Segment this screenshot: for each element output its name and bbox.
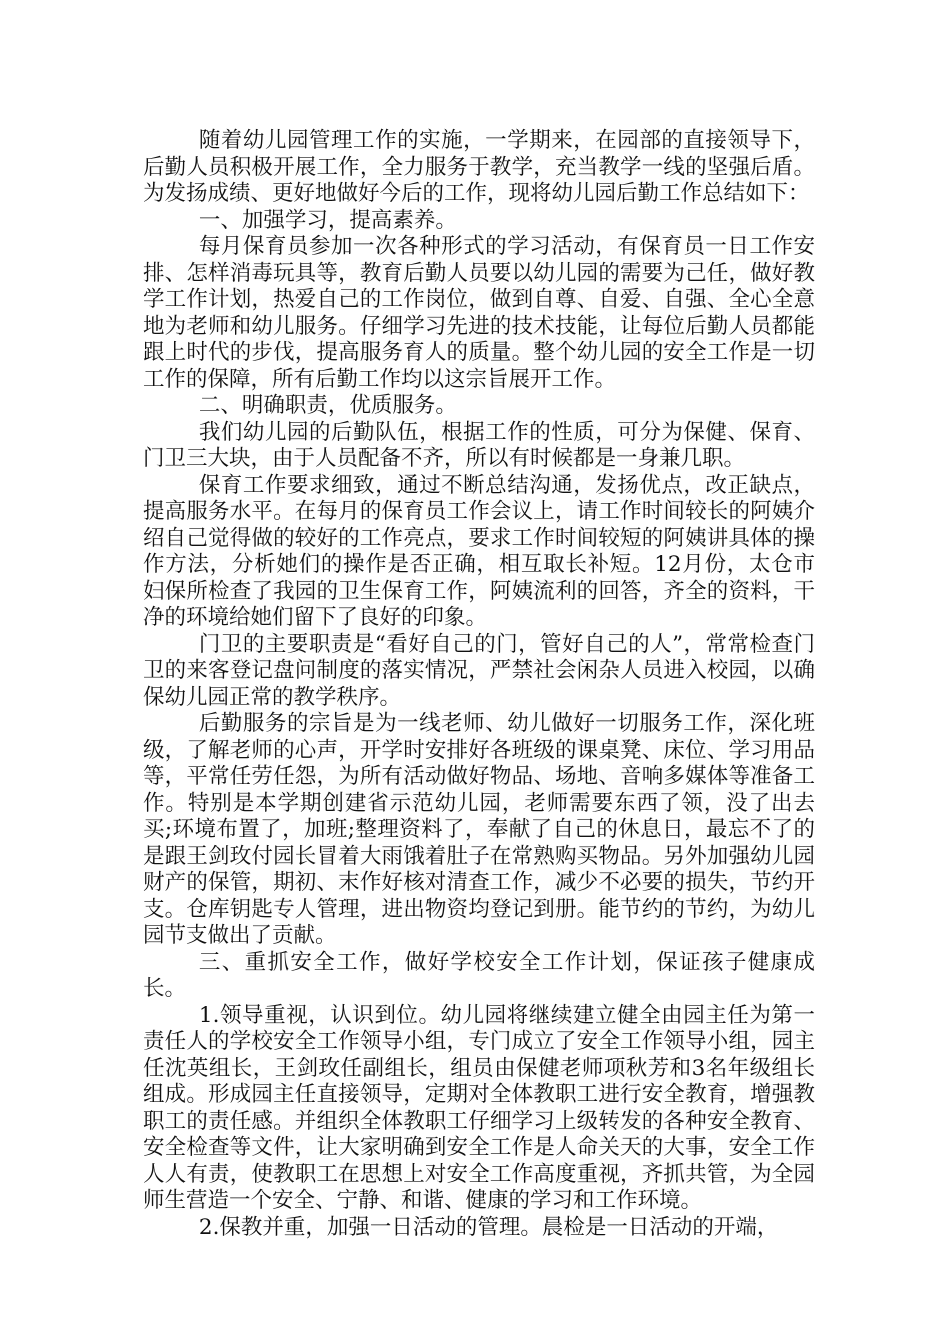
paragraph-childcare: 保育工作要求细致，通过不断总结沟通，发扬优点，改正缺点，提高服务水平。在每月的保育员工作会议上，请工作时间较长的阿姨介绍自己觉得做的较好的工作亮点，要求工作时间较短的阿姨讲具体的操作方法，分析她们的操作是否正确，相互取长补短。12月份，太仓市妇保所检查了我园的卫生保育工作，阿姨流利的回答，齐全的资料，干净的环境给她们留下了良好的印象。 — [143, 472, 815, 630]
section-heading-3: 三、重抓安全工作，做好学校安全工作计划，保证孩子健康成长。 — [143, 949, 815, 1001]
paragraph-intro: 随着幼儿园管理工作的实施，一学期来，在园部的直接领导下，后勤人员积极开展工作，全力服务于教学，充当教学一线的坚强后盾。为发扬成绩、更好地做好今后的工作，现将幼儿园后勤工作总结如下： — [143, 128, 815, 206]
paragraph-daily-activity: 2.保教并重，加强一日活动的管理。晨检是一日活动的开端， — [198, 1214, 779, 1240]
section-heading-1: 一、加强学习，提高素养。 — [198, 207, 457, 233]
paragraph-study: 每月保育员参加一次各种形式的学习活动，有保育员一日工作安排、怎样消毒玩具等，教育后勤人员要以幼儿园的需要为己任，做好教学工作计划，热爱自己的工作岗位，做到自尊、自爱、自强、全心全意地为老师和幼儿服务。仔细学习先进的技术技能，让每位后勤人员都能跟上时代的步伐，提高服务育人的质量。整个幼儿园的安全工作是一切工作的保障，所有后勤工作均以这宗旨展开工作。 — [143, 234, 815, 392]
section-heading-2: 二、明确职责，优质服务。 — [198, 393, 457, 418]
paragraph-team: 我们幼儿园的后勤队伍，根据工作的性质，可分为保健、保育、门卫三大块，由于人员配备不齐，所以有时候都是一身兼几职。 — [143, 419, 815, 471]
paragraph-service: 后勤服务的宗旨是为一线老师、幼儿做好一切服务工作，深化班级，了解老师的心声，开学时安排好各班级的课桌凳、床位、学习用品等，平常任劳任怨，为所有活动做好物品、场地、音响多媒体等准备工作。特别是本学期创建省示范幼儿园，老师需要东西了领，没了出去买;环境布置了，加班;整理资料了，奉献了自己的休息日，最忘不了的是跟王剑玫付园长冒着大雨饿着肚子在常熟购买物品。另外加强幼儿园财产的保管，期初、末作好核对清查工作，减少不必要的损失，节约开支。仓库钥匙专人管理，进出物资均登记到册。能节约的节约，为幼儿园节支做出了贡献。 — [143, 711, 815, 948]
paragraph-leadership: 1.领导重视，认识到位。幼儿园将继续建立健全由园主任为第一责任人的学校安全工作领导小组，专门成立了安全工作领导小组，园主任沈英组长，王剑玫任副组长，组员由保健老师项秋芳和3名年级组长组成。形成园主任直接领导，定期对全体教职工进行安全教育，增强教职工的责任感。并组织全体教职工仔细学习上级转发的各种安全教育、安全检查等文件，让大家明确到安全工作是人命关天的大事，安全工作人人有责，使教职工在思想上对安全工作高度重视，齐抓共管，为全园师生营造一个安全、宁静、和谐、健康的学习和工作环境。 — [143, 1002, 815, 1213]
paragraph-guard: 门卫的主要职责是“看好自己的门，管好自己的人”，常常检查门卫的来客登记盘问制度的落实情况，严禁社会闲杂人员进入校园，以确保幼儿园正常的教学秩序。 — [143, 631, 815, 710]
document-body — [143, 128, 815, 1241]
